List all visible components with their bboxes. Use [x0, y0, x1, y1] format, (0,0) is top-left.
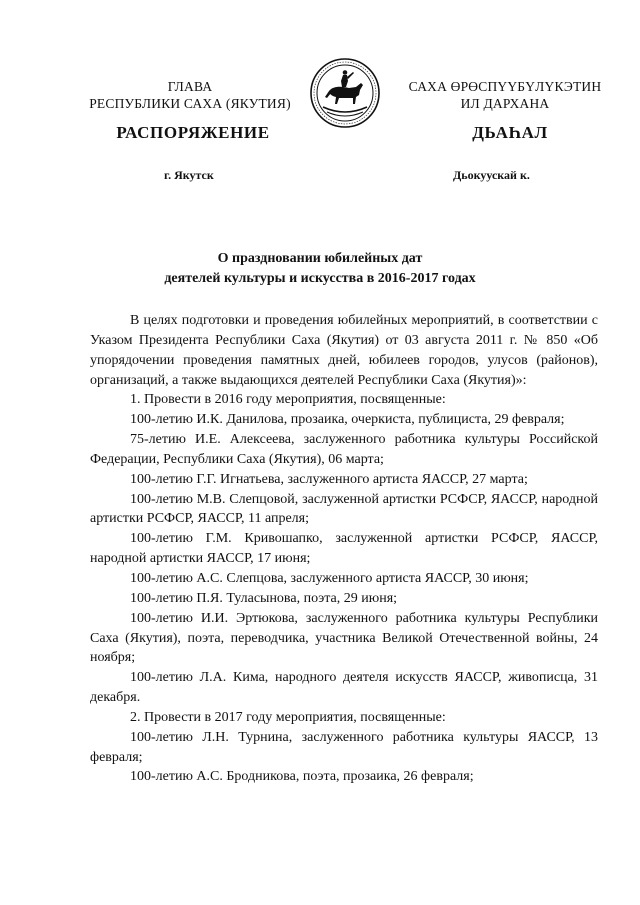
list-item: 100-летию М.В. Слепцовой, заслуженной артистки РСФСР, ЯАССР, народной артистки РСФСР, ЯАССР, 11 апреля;	[90, 491, 598, 527]
issuer-right-line2: ИЛ ДАРХАНА	[460, 96, 550, 111]
document-type-yakut: ДЬАҺАЛ	[472, 123, 548, 142]
list-item: 100-летию А.С. Бродникова, поэта, прозаика, 26 февраля;	[130, 769, 474, 785]
list-item: 100-летию А.С. Слепцова, заслуженного артиста ЯАССР, 30 июня;	[130, 570, 529, 586]
list-item: 100-летию Г.Г. Игнатьева, заслуженного артиста ЯАССР, 27 марта;	[130, 471, 528, 487]
issuer-right	[390, 78, 620, 112]
document-body	[90, 311, 598, 787]
list-item: 100-летию Г.М. Кривошапко, заслуженной артистки РСФСР, ЯАССР, народной артистки ЯАССР, 17 июня;	[90, 531, 598, 567]
section-heading-2016: 1. Провести в 2016 году мероприятия, посвященные:	[130, 392, 446, 408]
section-heading-2017: 2. Провести в 2017 году мероприятия, посвященные:	[130, 709, 446, 725]
place-yakut: Дьокуускай к.	[453, 168, 530, 182]
list-item: 100-летию П.Я. Туласынова, поэта, 29 июня;	[130, 590, 398, 606]
intro-paragraph: В целях подготовки и проведения юбилейных мероприятий, в соответствии с Указом Президента Республики Саха (Якутия) от 03 августа 2011 г. № 850 «Об упорядочении проведения памятных дней, юбилеев городов, улусов (районов), организаций, а также выдающихся деятелей Республики Саха (Якутия)»:	[90, 313, 598, 388]
issuer-left-line2: РЕСПУБЛИКИ САХА (ЯКУТИЯ)	[89, 96, 291, 111]
title-line2: деятелей культуры и искусства в 2016-2017 годах	[164, 271, 476, 286]
coat-of-arms-icon	[309, 57, 381, 129]
issuer-left-line1: ГЛАВА	[167, 79, 213, 94]
list-item: 100-летию И.К. Данилова, прозаика, очеркиста, публициста, 29 февраля;	[130, 412, 565, 428]
title-line1: О праздновании юбилейных дат	[217, 251, 423, 266]
list-item: 100-летию Л.А. Кима, народного деятеля искусств ЯАССР, живописца, 31 декабря.	[90, 670, 598, 706]
document-title	[90, 249, 550, 289]
list-item: 100-летию И.И. Эртюкова, заслуженного работника культуры Республики Саха (Якутия), поэта, переводчика, участника Великой Отечественной войны, 24 ноября;	[90, 610, 598, 666]
list-item: 100-летию Л.Н. Турнина, заслуженного работника культуры ЯАССР, 13 февраля;	[90, 729, 598, 765]
document-type-russian: РАСПОРЯЖЕНИЕ	[116, 123, 270, 142]
issuer-right-line1: САХА ӨРӨСПҮҮБҮЛҮКЭТИН	[408, 79, 602, 94]
place-russian: г. Якутск	[164, 168, 214, 182]
list-item: 75-летию И.Е. Алексеева, заслуженного работника культуры Российской Федерации, Республики Саха (Якутия), 06 марта;	[90, 432, 598, 467]
issuer-left	[80, 78, 300, 112]
